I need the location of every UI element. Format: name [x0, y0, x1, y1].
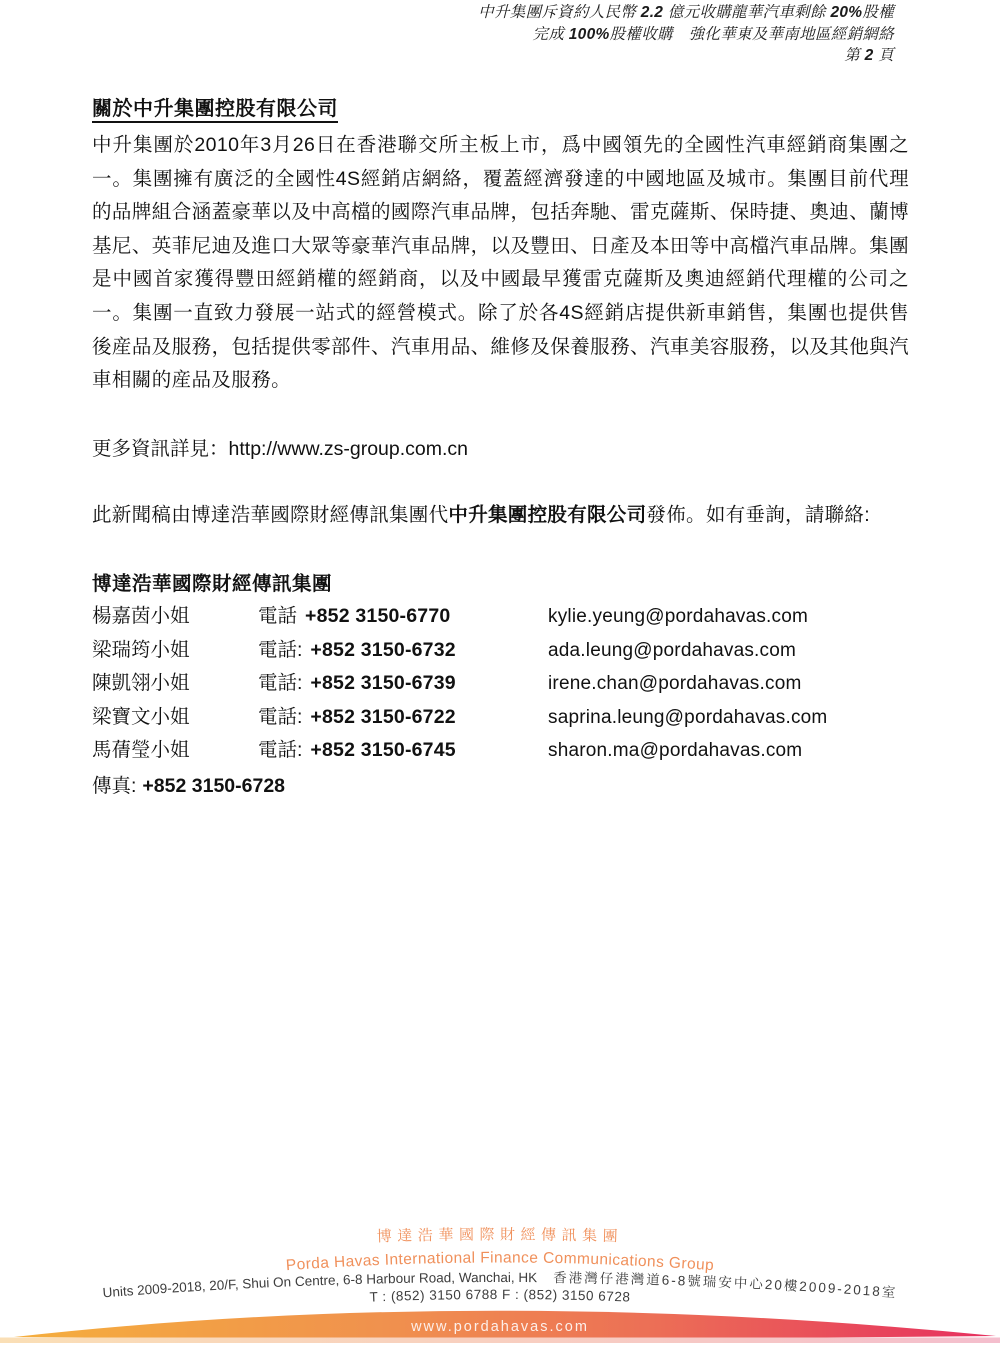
issued-pre-text: 此新聞稿由博達浩華國際財經傳訊集團代 — [92, 504, 449, 526]
contact-phone — [258, 701, 548, 735]
phone-number: +852 3150-6770 — [305, 605, 451, 627]
about-section-heading — [92, 96, 338, 122]
contact-row — [0, 634, 1000, 668]
running-header — [478, 2, 894, 67]
contact-phone — [258, 667, 548, 701]
more-info-label: 更多資訊詳見： — [92, 438, 229, 460]
letterhead-footer — [0, 1200, 1000, 1370]
contact-name: 梁瑞筠小姐 — [92, 638, 190, 661]
fax-number: +852 3150-6728 — [142, 775, 286, 797]
header-line2-pre: 完成 — [532, 25, 569, 43]
phone-label: 電話: — [258, 672, 303, 694]
phone-label: 電話: — [258, 705, 303, 728]
about-paragraph: 中升集團於2010年3月26日在香港聯交所主板上市，爲中國領先的全國性汽車經銷商集團之一。集團擁有廣泛的全國性4S經銷店網絡，覆蓋經濟發達的中國地區及城市。集團目前代理的品牌組合涵蓋豪華以及中高檔的國際汽車品牌，包括奔馳、雷克薩斯、保時捷、奧迪、蘭博基尼、英菲尼迪及進口大眾等豪華汽車品牌，以及豐田、日產及本田等中高檔汽車品牌。集團是中國首家獲得豐田經銷權的經銷商，以及中國最早獲雷克薩斯及奧迪經銷代理權的公司之一。集團一直致力發展一站式的經營模式。除了於各4S經銷店提供新車銷售，集團也提供售後産品及服務，包括提供零部件、汽車用品、維修及保養服務、汽車美容服務，以及其他與汽車相關的産品及服務。 — [92, 134, 909, 392]
header-line1-post: 股權 — [862, 4, 894, 21]
phone-number: +852 3150-6739 — [310, 672, 456, 694]
footer-company-name-en: Porda Havas International Finance Communications Group — [285, 1249, 715, 1275]
contact-name: 梁寶文小姐 — [92, 705, 190, 728]
header-title-line2 — [478, 24, 894, 46]
header-line1-text: 中升集團斥資約人民幣 — [478, 4, 641, 21]
contact-email: ada.leung@pordahavas.com — [548, 639, 797, 661]
contact-row — [0, 667, 1000, 701]
header-line1-mid: 億元收購龍華汽車剩餘 — [663, 4, 831, 21]
phone-number: +852 3150-6722 — [310, 705, 456, 728]
contact-row — [0, 600, 1000, 634]
contacts-heading: 博達浩華國際財經傳訊集團 — [92, 573, 333, 595]
contact-name: 馬蒨瑩小姐 — [92, 739, 190, 761]
phone-label: 電話: — [258, 638, 303, 661]
page-number — [478, 45, 894, 67]
page-number-value: 2 — [864, 47, 874, 64]
more-info-line — [92, 434, 468, 464]
contact-email: saprina.leung@pordahavas.com — [548, 706, 828, 728]
header-line1-percent: 20% — [830, 4, 863, 21]
footer-company-name-zh: 博達浩華國際財經傳訊集團 — [376, 1226, 624, 1246]
issued-post-text: 發佈。如有垂詢，請聯絡: — [646, 504, 870, 526]
footer-website-url: www.pordahavas.com — [411, 1319, 589, 1335]
footer-telfax-line: T : (852) 3150 6788 F : (852) 3150 6728 — [369, 1286, 631, 1305]
contact-phone — [258, 734, 548, 768]
fax-label: 傳真: — [92, 775, 137, 797]
contact-email: kylie.yeung@pordahavas.com — [548, 606, 809, 627]
phone-label: 電話: — [258, 739, 303, 761]
footer-wave-strip — [0, 1338, 1000, 1344]
header-line2-percent: 100% — [568, 25, 610, 43]
header-line1-amount: 2.2 — [640, 4, 664, 21]
contact-email: sharon.ma@pordahavas.com — [548, 740, 803, 761]
page-number-post: 頁 — [873, 47, 894, 64]
footer-address-zh: 香港灣仔港灣道6-8號瑞安中心20樓2009-2018室 — [553, 1270, 898, 1301]
about-heading-text: 關於中升集團控股有限公司 — [92, 98, 338, 123]
header-title-line1 — [478, 2, 894, 24]
contact-phone — [258, 634, 548, 668]
contact-row — [0, 701, 1000, 735]
company-website-url: http://www.zs-group.com.cn — [228, 438, 469, 460]
issued-by-line — [92, 500, 870, 530]
contact-email: irene.chan@pordahavas.com — [548, 673, 802, 694]
contact-row — [0, 734, 1000, 768]
phone-number: +852 3150-6745 — [310, 739, 456, 761]
contacts-list — [0, 600, 1000, 768]
header-line2-post: 股權收購 強化華東及華南地區經銷網絡 — [609, 25, 894, 43]
footer-address-en: Units 2009-2018, 20/F, Shui On Centre, 6-8 Harbour Road, Wanchai, HK — [102, 1269, 538, 1301]
contact-phone — [258, 600, 548, 634]
page-number-pre: 第 — [844, 47, 865, 64]
fax-line — [92, 770, 285, 798]
phone-number: +852 3150-6732 — [310, 638, 456, 661]
contact-name: 楊嘉茵小姐 — [92, 605, 190, 627]
issued-company-name: 中升集團控股有限公司 — [448, 504, 647, 526]
contact-name: 陳凱翎小姐 — [92, 672, 190, 694]
phone-label: 電話 — [258, 605, 298, 627]
